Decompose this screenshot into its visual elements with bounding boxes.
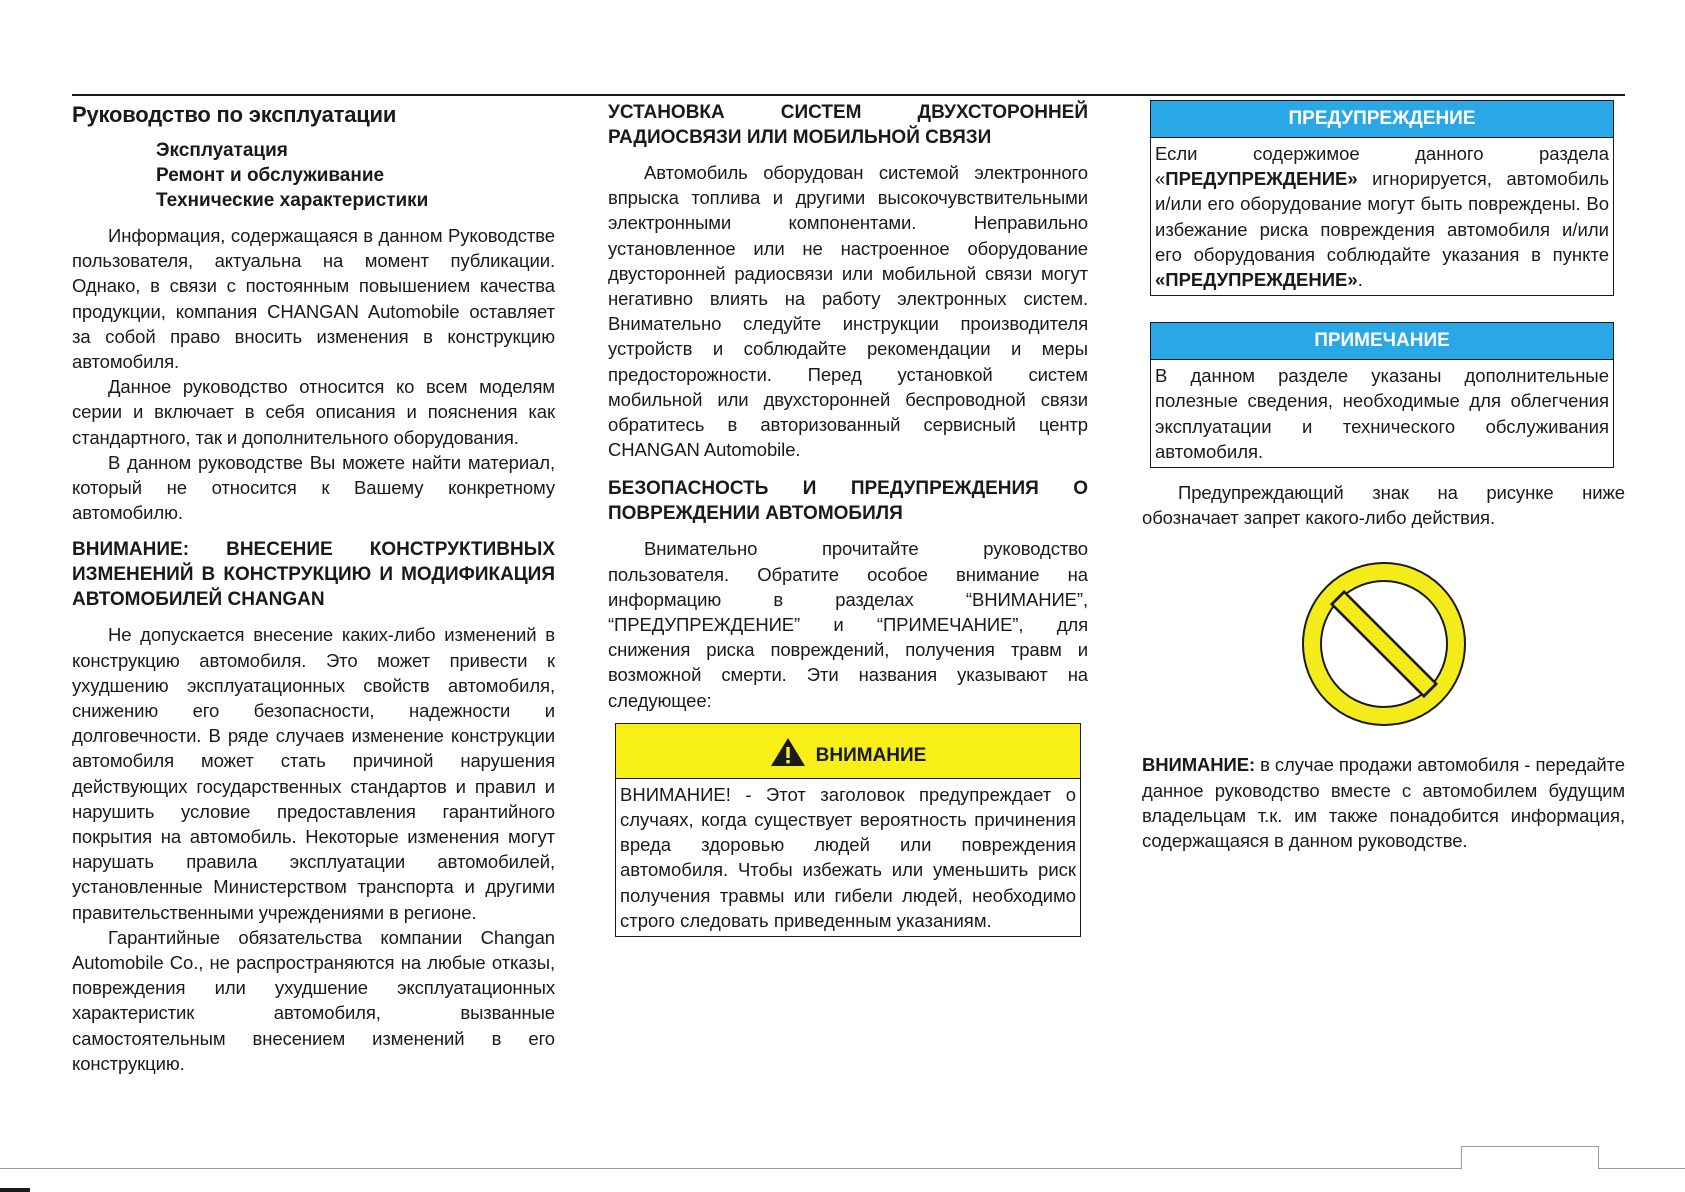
toc-item-specs: Технические характеристики (156, 190, 429, 211)
attention-box-header (616, 724, 1080, 779)
warning-text-bold: ПРЕДУПРЕЖДЕНИЕ» (1165, 168, 1358, 190)
note-box (1150, 322, 1614, 468)
paragraph-not-applicable: В данном руководстве Вы можете найти материал, который не относится к Вашему конкретному автомобилю. (72, 451, 555, 524)
heading-modifications: ВНИМАНИЕ: ВНЕСЕНИЕ КОНСТРУКТИВНЫХ ИЗМЕНЕНИЙ В КОНСТРУКЦИЮ И МОДИФИКАЦИЯ АВТОМОБИЛЕЙ CHANGAN (72, 539, 555, 611)
attention-box-text: ВНИМАНИЕ! - Этот заголовок предупреждает о случаях, когда существует вероятность причинения вреда здоровью людей или повреждения автомобиля. Чтобы избежать или уменьшить риск получения травмы или гибели людей, необходимо строго следовать приведенным указаниям. (620, 783, 1076, 931)
column-right (1142, 100, 1625, 853)
column-middle (608, 100, 1088, 937)
warning-text-part: . (1357, 269, 1363, 291)
manual-title: Руководство по эксплуатации (72, 102, 397, 127)
paragraph-radio-install: Автомобиль оборудован системой электронного впрыска топлива и другими высокочувствительными электронными компонентами. Неправильно установленное или не настроенное оборудование двусторонней радиосвязи или мобильной связи могут негативно влиять на работу электронных систем. Внимательно следуйте инструкции производителя устройств и соблюдайте рекомендации и меры предосторожности. Перед установкой систем мобильной или двухсторонней беспроводной связи обратитесь в авторизованный сервисный центр CHANGAN Automobile. (608, 162, 1088, 461)
attention-box-title: ВНИМАНИЕ (815, 744, 927, 766)
warning-box-header: ПРЕДУПРЕЖДЕНИЕ (1151, 101, 1613, 138)
corner-mark (0, 1188, 30, 1192)
warning-text-bold: «ПРЕДУПРЕЖДЕНИЕ» (1155, 269, 1358, 291)
warning-triangle-icon (770, 737, 806, 767)
attention-box (615, 723, 1081, 937)
paragraph-prohibit-sign: Предупреждающий знак на рисунке ниже обозначает запрет какого-либо действия. (1142, 482, 1625, 529)
note-box-header: ПРИМЕЧАНИЕ (1151, 323, 1613, 360)
paragraph-warranty: Гарантийные обязательства компании Changan Automobile Co., не распространяются на любые отказы, повреждения или ухудшение эксплуатационных характеристик автомобиля, вызванные самостоятельным внесением изменений в его конструкцию. (72, 926, 555, 1074)
paragraph-safety-warnings: Внимательно прочитайте руководство пользователя. Обратите особое внимание на информацию в разделах “ВНИМАНИЕ”, “ПРЕДУПРЕЖДЕНИЕ” и “ПРИМЕЧАНИЕ”, для снижения риска повреждений, получения травм и возможной смерти. Эти названия указывают на следующее: (608, 538, 1088, 711)
top-rule (72, 94, 1625, 96)
prohibition-sign-icon (1299, 560, 1469, 728)
note-box-text: В данном разделе указаны дополнительные полезные сведения, необходимые для облегчения эксплуатации и технического обслуживания автомобиля. (1155, 365, 1609, 462)
paragraph-info-actuality: Информация, содержащаяся в данном Руководстве пользователя, актуальна на момент публикации. Однако, в связи с постоянным повышением качества продукции, компания CHANGAN Automobile оставляет за собой право вносить изменения в конструкцию автомобиля. (72, 225, 555, 373)
bottom-rule (0, 1168, 1685, 1169)
sale-notice-bold: ВНИМАНИЕ: (1142, 754, 1256, 776)
paragraph-sale-notice (1142, 752, 1625, 853)
warning-text-part: игнорируется, автомобиль и/или его оборудование могут быть повреждены. Во избежание риска повреждения автомобиля и/или его оборудования соблюдайте указания в пункте (1155, 168, 1609, 265)
heading-radio-install: УСТАНОВКА СИСТЕМ ДВУХСТОРОННЕЙ РАДИОСВЯЗИ ИЛИ МОБИЛЬНОЙ СВЯЗИ (608, 102, 1088, 148)
paragraph-models-scope: Данное руководство относится ко всем моделям серии и включает в себя описания и пояснения как стандартного, так и дополнительного оборудования. (72, 376, 555, 448)
column-left (72, 100, 555, 1076)
toc-list (156, 138, 555, 213)
toc-item-operation: Эксплуатация (156, 140, 288, 161)
warning-box-text (1151, 138, 1613, 295)
heading-safety-warnings: БЕЗОПАСНОСТЬ И ПРЕДУПРЕЖДЕНИЯ О ПОВРЕЖДЕНИИ АВТОМОБИЛЯ (608, 478, 1088, 525)
warning-box (1150, 100, 1614, 296)
page-number-tab (1461, 1146, 1599, 1169)
toc-item-maintenance: Ремонт и обслуживание (156, 165, 385, 186)
paragraph-no-modifications: Не допускается внесение каких-либо изменений в конструкцию автомобиля. Это может привести к ухудшению эксплуатационных свойств автомобиля, снижению его безопасности, надежности и долговечности. В ряде случаев изменение конструкции автомобиля может стать причиной нарушения действующих государственных стандартов и правил и нарушить условие предоставления гарантийного покрытия на автомобиль. Некоторые изменения могут нарушать правила эксплуатации автомобилей, установленные Министерством транспорта и другими правительственными учреждениями в регионе. (72, 624, 555, 923)
warning-text-part: Если содержимое данного раздела « (1155, 143, 1609, 190)
sale-notice-text: в случае продажи автомобиля - передайте данное руководство вместе с автомобилем будущим владельцам т.к. им также понадобится информация, содержащаяся в данном руководстве. (1142, 754, 1625, 852)
